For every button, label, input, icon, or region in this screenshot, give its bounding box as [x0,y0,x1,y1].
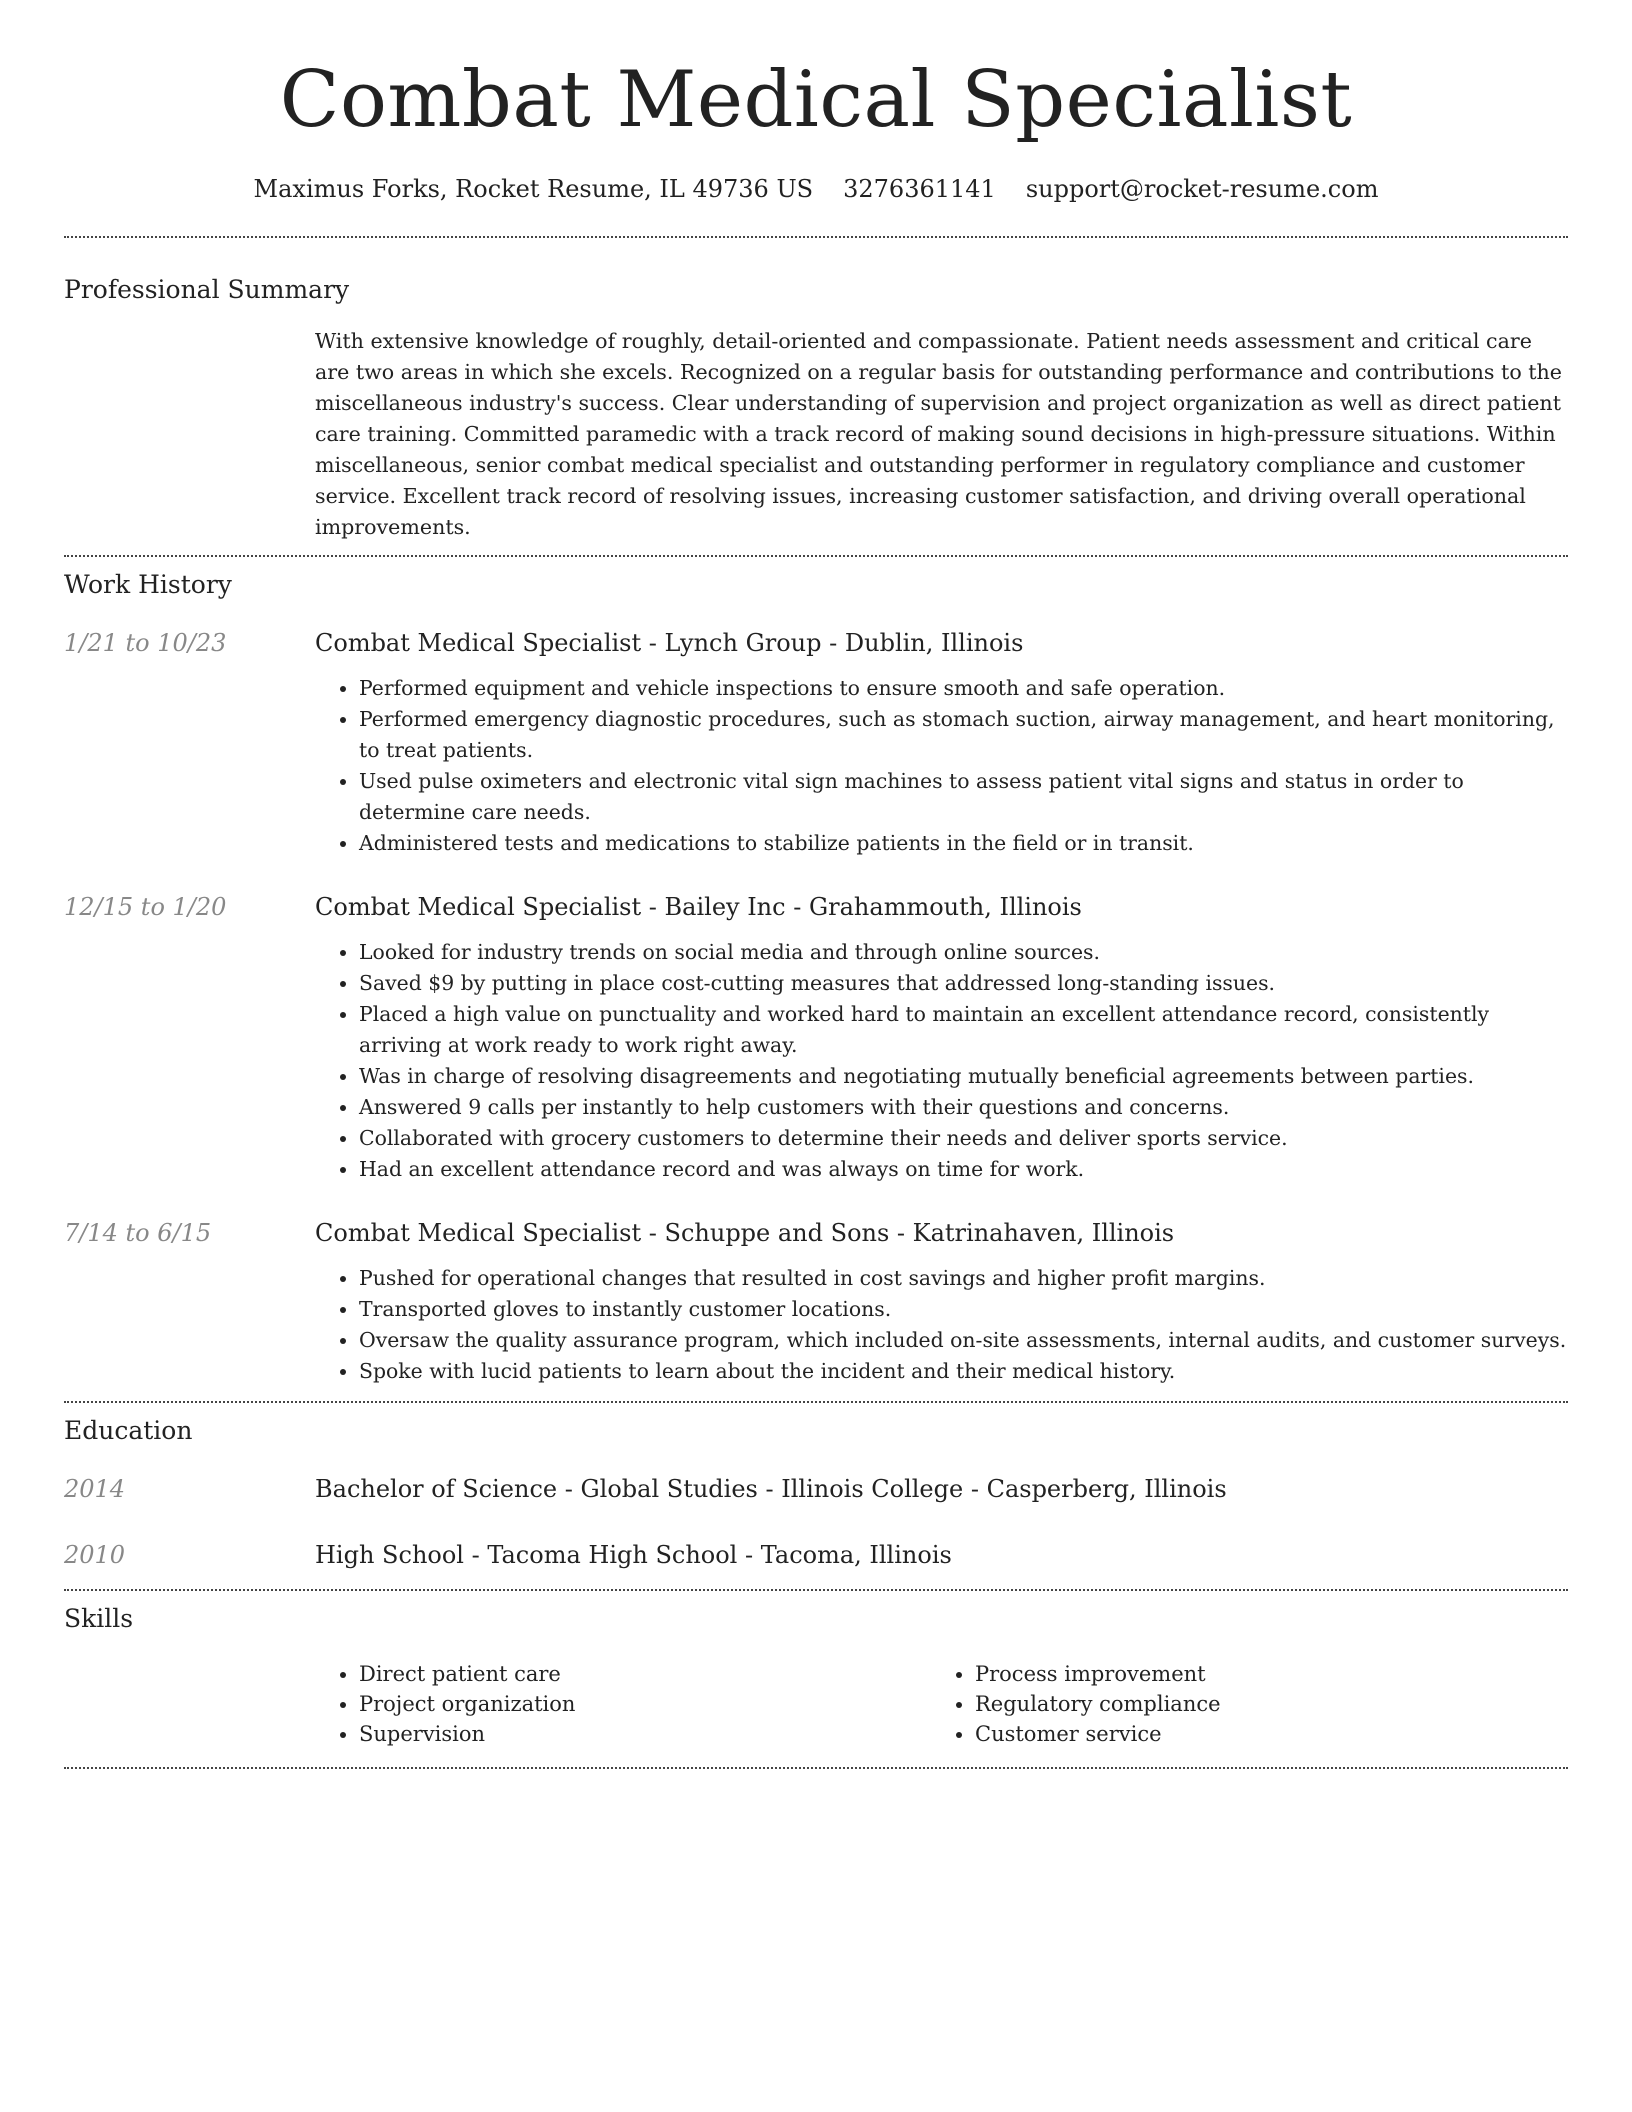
job-bullets [315,673,1568,859]
job-heading: Combat Medical Specialist - Lynch Group - Dublin, Illinois [315,629,1024,657]
skills-grid [315,1659,1568,1749]
section-divider [64,1767,1568,1769]
job-entry [64,627,1568,859]
contact-email: support@rocket-resume.com [1025,175,1379,203]
skill-item: • Customer service [975,1719,1547,1749]
contact-line [64,174,1568,204]
job-employer: Lynch Group [664,629,822,657]
summary-section [64,274,1568,543]
education-entry [64,1473,1568,1505]
job-bullets [315,937,1568,1185]
skills-heading: Skills [64,1604,134,1633]
job-bullet: • Saved $9 by putting in place cost-cutting measures that addressed long-standing issues. [359,968,1568,999]
summary-heading: Professional Summary [64,275,350,304]
job-bullet: • Performed equipment and vehicle inspections to ensure smooth and safe operation. [359,673,1568,704]
education-heading: Education [64,1416,193,1445]
job-dates: 1/21 to 10/23 [64,629,227,657]
summary-text: With extensive knowledge of roughly, detail-oriented and compassionate. Patient needs assessment and critical care are two areas in which she excels. Recognized on a regular basis for outstanding performance and contributions to the miscellaneous industry's success. Clear understanding of supervision and project organization as well as direct patient care training. Committed paramedic with a track record of making sound decisions in high-pressure situations. Within miscellaneous, senior combat medical specialist and outstanding performer in regulatory compliance and customer service. Excellent track record of resolving issues, increasing customer satisfaction, and driving overall operational improvements. [315,329,1562,539]
education-degree: Bachelor of Science [315,1475,558,1503]
job-bullet: • Collaborated with grocery customers to determine their needs and deliver sports service. [359,1123,1568,1154]
skill-item: • Supervision [359,1719,931,1749]
job-bullet: • Placed a high value on punctuality and worked hard to maintain an excellent attendance record, consistently arriving at work ready to work right away. [359,999,1568,1061]
job-bullet: • Was in charge of resolving disagreements and negotiating mutually beneficial agreements between parties. [359,1061,1568,1092]
skill-item: • Regulatory compliance [975,1689,1547,1719]
education-location: Casperberg, Illinois [986,1475,1227,1503]
resume-name: Combat Medical Specialist [279,55,1353,145]
education-degree: High School [315,1541,464,1569]
job-location: Dublin, Illinois [844,629,1024,657]
job-location: Katrinahaven, Illinois [912,1219,1175,1247]
job-employer: Schuppe and Sons [664,1219,890,1247]
contact-address: Maximus Forks, Rocket Resume, IL 49736 US [253,175,814,203]
job-bullet: • Answered 9 calls per instantly to help customers with their questions and concerns. [359,1092,1568,1123]
skill-item: • Project organization [359,1689,931,1719]
job-bullet: • Used pulse oximeters and electronic vital sign machines to assess patient vital signs and status in order to determine care needs. [359,766,1568,828]
work-history-section [64,569,1568,1387]
job-role: Combat Medical Specialist [315,1219,642,1247]
job-bullet: • Transported gloves to instantly customer locations. [359,1294,1568,1325]
work-history-heading: Work History [64,570,232,599]
skills-list-right [931,1659,1547,1749]
job-bullet: • Performed emergency diagnostic procedures, such as stomach suction, airway management, and heart monitoring, to treat patients. [359,704,1568,766]
section-divider [64,555,1568,557]
job-entry [64,891,1568,1185]
job-entry [64,1217,1568,1387]
job-bullet: • Administered tests and medications to stabilize patients in the field or in transit. [359,828,1568,859]
job-bullet: • Had an excellent attendance record and was always on time for work. [359,1154,1568,1185]
job-heading: Combat Medical Specialist - Bailey Inc - Grahammouth, Illinois [315,893,1082,921]
job-bullets [315,1263,1568,1387]
education-year: 2010 [64,1541,126,1569]
section-divider [64,1589,1568,1591]
education-heading-line: Bachelor of Science - Global Studies - Illinois College - Casperberg, Illinois [315,1475,1227,1503]
education-entry [64,1539,1568,1571]
job-bullet: • Spoke with lucid patients to learn about the incident and their medical history. [359,1356,1568,1387]
skill-item: • Direct patient care [359,1659,931,1689]
job-heading: Combat Medical Specialist - Schuppe and Sons - Katrinahaven, Illinois [315,1219,1175,1247]
job-employer: Bailey Inc [664,893,786,921]
job-role: Combat Medical Specialist [315,629,642,657]
contact-phone: 3276361141 [843,175,996,203]
education-section [64,1415,1568,1571]
education-year: 2014 [64,1475,126,1503]
skill-item: • Process improvement [975,1659,1547,1689]
skills-list-left [315,1659,931,1749]
section-divider [64,236,1568,238]
education-field: Global Studies [580,1475,758,1503]
job-dates: 12/15 to 1/20 [64,893,227,921]
education-school: Illinois College [781,1475,964,1503]
education-school: Tacoma High School [487,1541,738,1569]
education-location: Tacoma, Illinois [760,1541,952,1569]
job-bullet: • Pushed for operational changes that resulted in cost savings and higher profit margins. [359,1263,1568,1294]
job-location: Grahammouth, Illinois [808,893,1082,921]
job-bullet: • Oversaw the quality assurance program, which included on-site assessments, internal audits, and customer surveys. [359,1325,1568,1356]
job-role: Combat Medical Specialist [315,893,642,921]
skills-section [64,1603,1568,1749]
education-heading-line: High School - Tacoma High School - Tacoma, Illinois [315,1541,952,1569]
section-divider [64,1401,1568,1403]
job-dates: 7/14 to 6/15 [64,1219,212,1247]
job-bullet: • Looked for industry trends on social media and through online sources. [359,937,1568,968]
